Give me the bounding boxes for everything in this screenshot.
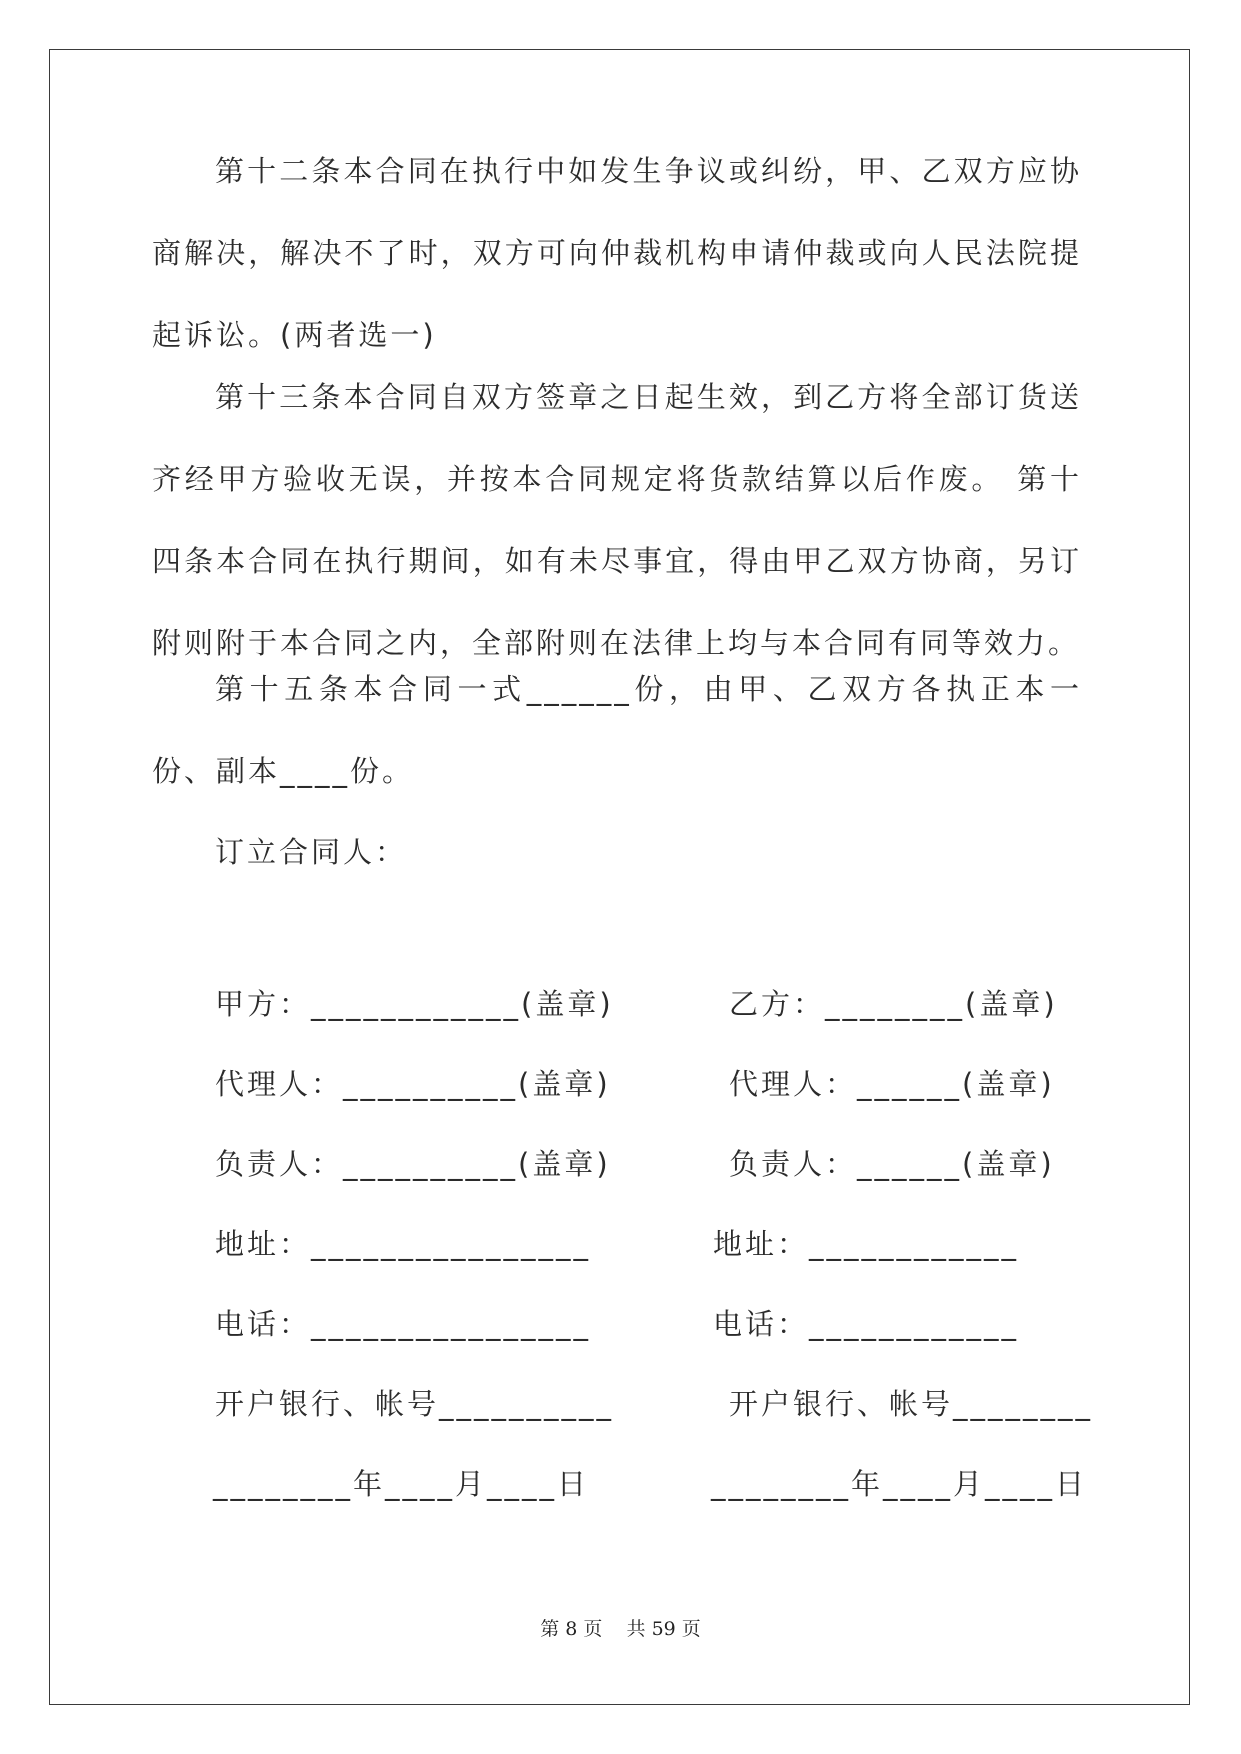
party-b-address-line: 地址：____________ (713, 1227, 1020, 1261)
party-a-agent-line: 代理人：__________(盖章) (215, 1067, 611, 1101)
clause-12-paragraph: 第十二条本合同在执行中如发生争议或纠纷，甲、乙双方应协商解决，解决不了时，双方可向仲裁机构申请仲裁或向人民法院提起诉讼。(两者选一) (152, 154, 1082, 352)
party-a-phone-line: 电话：________________ (215, 1307, 592, 1341)
party-a-seal-line: 甲方：____________(盖章) (215, 987, 614, 1021)
party-a-bank-account-line: 开户银行、帐号__________ (215, 1387, 615, 1421)
party-b-agent-line: 代理人：______(盖章) (729, 1067, 1055, 1101)
signatories-heading: 订立合同人： (215, 835, 408, 869)
party-a-address-line: 地址：________________ (215, 1227, 592, 1261)
party-b-bank-account-line: 开户银行、帐号________ (729, 1387, 1094, 1421)
clause-13-14-paragraph: 第十三条本合同自双方签章之日起生效，到乙方将全部订货送齐经甲方验收无误，并按本合同规定将货款结算以后作废。 第十四条本合同在执行期间，如有未尽事宜，得由甲乙双方协商，另订附则附于本合同之内，全部附则在法律上均与本合同有同等效力。 (152, 380, 1082, 660)
party-b-phone-line: 电话：____________ (713, 1307, 1020, 1341)
page-number-footer: 第 8 页 共 59 页 (540, 1618, 701, 1640)
party-a-responsible-line: 负责人：__________(盖章) (215, 1147, 611, 1181)
party-b-date-line: ________年____月____日 (711, 1467, 1088, 1501)
clause-15-paragraph: 第十五条本合同一式______份，由甲、乙双方各执正本一份、副本____份。 (152, 672, 1082, 788)
party-a-date-line: ________年____月____日 (213, 1467, 590, 1501)
party-b-seal-line: 乙方：________(盖章) (729, 987, 1058, 1021)
party-b-responsible-line: 负责人：______(盖章) (729, 1147, 1055, 1181)
